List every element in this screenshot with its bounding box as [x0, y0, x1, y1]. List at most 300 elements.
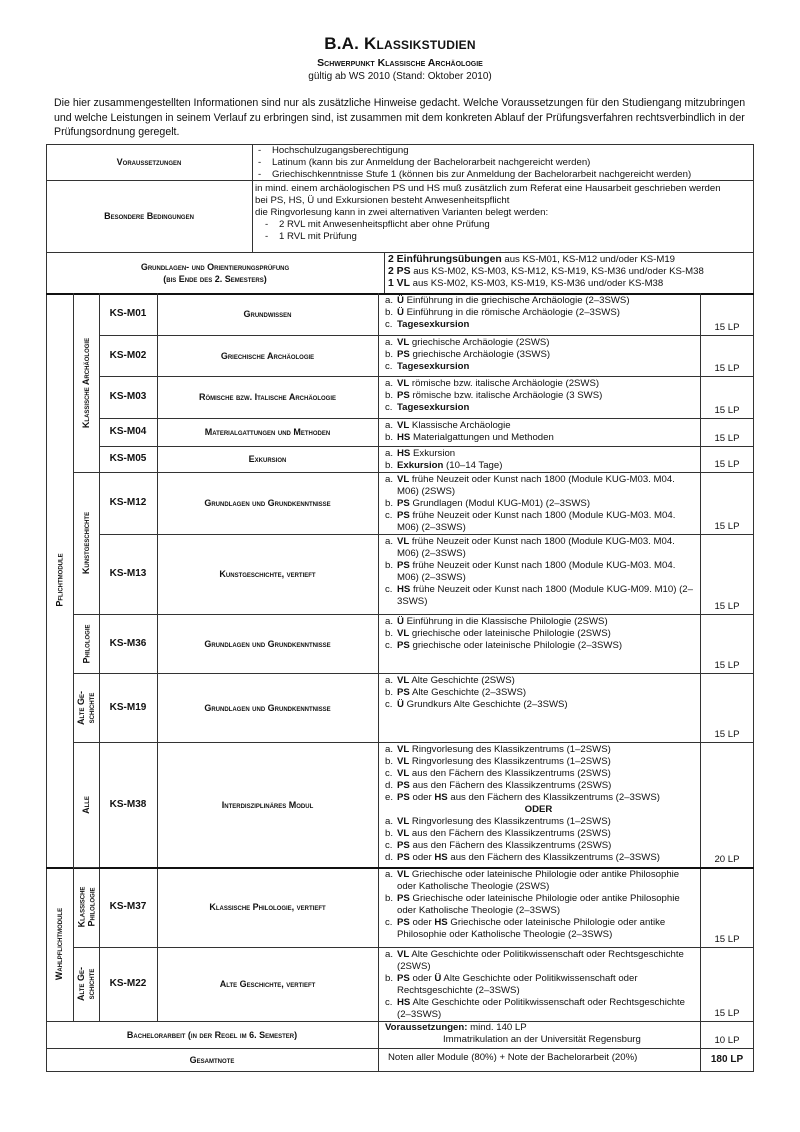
- item-desc: Alte Geschichte (2–3SWS): [409, 687, 527, 698]
- item-letter: b.: [385, 828, 394, 839]
- table-rule: [99, 534, 100, 614]
- item-type: PS: [397, 893, 410, 904]
- item-type: PS: [397, 840, 410, 851]
- table-rule: [384, 252, 385, 293]
- item-letter: c.: [385, 699, 393, 710]
- voraussetzung-text: Latinum (kann bis zur Anmeldung der Bachelorarbeit nachgereicht werden): [272, 157, 591, 168]
- module-lp: 15 LP: [714, 660, 740, 671]
- item-desc: Ringvorlesung des Klassikzentrums (1–2SWS): [409, 816, 611, 827]
- bedingung-option: [255, 219, 751, 231]
- item-text: [397, 828, 611, 840]
- grundlagen-title: Grundlagen- und Orientierungsprüfung: [140, 261, 290, 272]
- item-text: [397, 474, 698, 498]
- module-name: Exkursion: [248, 454, 287, 464]
- item-type: VL: [397, 675, 410, 686]
- bachelorarbeit-req-line: [385, 1022, 697, 1034]
- subgroup-label: [73, 742, 99, 867]
- module-lp: 15 LP: [714, 433, 740, 444]
- table-rule: [700, 293, 701, 335]
- group-text: Wahlpflichtmodule: [54, 907, 65, 981]
- item-desc: Einführung in die Klassische Philologie (2SWS): [403, 616, 608, 627]
- item-text: [397, 361, 469, 373]
- module-lp: 15 LP: [714, 405, 740, 416]
- group-label-pflicht: [46, 293, 73, 867]
- item-text: [397, 498, 590, 510]
- item-type: PS: [397, 780, 410, 791]
- intro-paragraph: Die hier zusammengestellten Informationen sind nur als zusätzliche Hinweise gedacht. Welche Voraussetzungen für den Studiengang mitzubringen und welche Leistungen in seinem Verlauf zu erbringen sind, ist zusammen mit dem konkreten Ablauf der Prüfungsverfahren rechtsverbindlich in der Prüfungsordnung geregelt.: [54, 97, 746, 139]
- grundlagen-text: aus KS-M01, KS-M12 und/oder KS-M19: [501, 254, 676, 265]
- item-desc: Alte Geschichte oder Politikwissenschaft oder Rechtsgeschichte (2SWS): [397, 949, 684, 972]
- module-code: KS-M05: [109, 453, 147, 464]
- module-name: Materialgattungen und Methoden: [204, 427, 331, 437]
- module-items: [379, 743, 698, 866]
- item-letter: c.: [385, 640, 393, 651]
- item-type: Ü: [397, 699, 404, 710]
- item-text: [397, 616, 608, 628]
- module-code: KS-M36: [109, 637, 147, 649]
- grundlagen-text: aus KS-M02, KS-M03, KS-M19, KS-M36 und/oder KS-M38: [409, 278, 664, 289]
- module-lp: 15 LP: [714, 934, 740, 945]
- module-items: [379, 868, 698, 946]
- item-letter: d.: [385, 780, 394, 791]
- item-desc: aus den Fächern des Klassikzentrums (2SWS): [409, 828, 611, 839]
- item-type: VL: [397, 756, 410, 767]
- item-letter: c.: [385, 768, 393, 779]
- item-text: [397, 893, 698, 917]
- module-item: [385, 768, 698, 780]
- page-subtitle: Schwerpunkt Klassische Archäologie: [317, 57, 483, 69]
- table-rule: [378, 472, 379, 534]
- module-item: [385, 307, 698, 319]
- voraussetzung-text: Griechischkenntnisse Stufe 1 (können bis zur Anmeldung der Bachelorarbeit nachgereicht werden): [272, 169, 692, 180]
- item-type: VL: [397, 337, 410, 348]
- subgroup-label: [73, 867, 99, 947]
- item-type: PS: [397, 917, 410, 928]
- item-type: Ü: [434, 973, 442, 984]
- item-desc: Griechische oder lateinische Philologie oder antike Philosophie oder Katholische Theologie (2SWS): [397, 869, 680, 892]
- table-rule: [700, 742, 701, 867]
- item-letter: b.: [385, 893, 394, 904]
- item-text: [397, 584, 698, 608]
- module-lp: 15 LP: [714, 729, 740, 740]
- item-letter: a.: [385, 420, 394, 431]
- table-rule: [378, 742, 379, 867]
- module-lp: 20 LP: [714, 854, 740, 865]
- item-type: Tagesexkursion: [397, 319, 470, 330]
- item-desc: Ringvorlesung des Klassikzentrums (1–2SWS): [409, 744, 611, 755]
- bedingung-line: die Ringvorlesung kann in zwei alternativen Varianten belegt werden:: [255, 207, 549, 218]
- item-text: [397, 949, 698, 973]
- module-item: [385, 560, 698, 584]
- item-text: [397, 337, 550, 349]
- item-letter: b.: [385, 687, 394, 698]
- item-type: VL: [397, 420, 410, 431]
- item-text: [397, 816, 611, 828]
- item-desc: oder: [409, 973, 435, 984]
- item-desc: frühe Neuzeit oder Kunst nach 1800 (Module KUG-M03. M04. M06) (2–3SWS): [397, 560, 676, 583]
- module-item: [385, 584, 698, 608]
- item-text: [397, 307, 620, 319]
- table-rule: [700, 335, 701, 376]
- module-items: [379, 336, 698, 375]
- module-name: Grundwissen: [243, 309, 292, 319]
- module-items: [379, 294, 698, 334]
- item-text: [397, 768, 611, 780]
- table-rule: [157, 614, 158, 673]
- module-code: KS-M37: [109, 901, 147, 912]
- module-item: [385, 536, 698, 560]
- item-letter: a.: [385, 474, 394, 485]
- grundlagen-count: 2 PS: [388, 266, 411, 277]
- table-rule: [99, 867, 100, 947]
- item-text: [397, 780, 611, 792]
- table-rule: [378, 418, 379, 446]
- table-rule: [99, 673, 100, 742]
- item-type: HS: [397, 584, 411, 595]
- module-item: [385, 756, 698, 768]
- module-item: [385, 319, 698, 331]
- table-rule: [700, 418, 701, 446]
- item-text: [397, 349, 550, 361]
- voraussetzungen-list: [254, 145, 752, 179]
- item-type: PS: [397, 560, 410, 571]
- bedingungen-label: Besondere Bedingungen: [104, 211, 194, 221]
- table-rule: [157, 293, 158, 335]
- module-code: KS-M01: [109, 308, 147, 319]
- item-text: [397, 319, 469, 331]
- item-text: [397, 536, 698, 560]
- module-item: [385, 402, 698, 414]
- subgroup-text: Klassische Philologie: [76, 886, 96, 928]
- table-rule: [99, 947, 100, 1021]
- bachelorarbeit-req-line2: Immatrikulation an der Universität Regensburg: [443, 1034, 641, 1045]
- item-letter: a.: [385, 949, 394, 960]
- table-rule: [378, 1021, 379, 1072]
- item-desc: Exkursion: [410, 448, 456, 459]
- module-item: [385, 893, 698, 917]
- bachelorarbeit-requirements: [385, 1022, 697, 1048]
- bedingungen-text: [255, 183, 751, 251]
- item-desc: Griechische oder lateinische Philologie oder antike Philosophie oder Katholische Theologie (2–3SWS): [397, 893, 680, 916]
- item-text: [397, 699, 568, 711]
- item-letter: a.: [385, 378, 394, 389]
- subgroup-label: [73, 293, 99, 472]
- table-rule: [99, 614, 100, 673]
- module-code: KS-M13: [109, 568, 147, 579]
- bedingung-line: in mind. einem archäologischen PS und HS muß zusätzlich zum Referat eine Hausarbeit geschrieben werden: [255, 183, 721, 194]
- item-text: [397, 378, 599, 390]
- table-rule: [157, 472, 158, 534]
- item-desc: oder: [409, 852, 435, 863]
- subgroup-text: Philologie: [81, 623, 92, 664]
- item-desc: Einführung in die griechische Archäologie (2–3SWS): [403, 295, 630, 306]
- module-lp: 15 LP: [714, 521, 740, 532]
- grundlagen-label: [46, 252, 384, 293]
- item-type: PS: [397, 498, 410, 509]
- item-text: [397, 402, 469, 414]
- item-desc: griechische Archäologie (2SWS): [409, 337, 550, 348]
- item-desc: aus den Fächern des Klassikzentrums (2–3SWS): [447, 792, 660, 803]
- bedingung-option-text: 1 RVL mit Prüfung: [279, 231, 357, 242]
- module-item: [385, 792, 698, 804]
- item-letter: b.: [385, 756, 394, 767]
- item-text: [397, 560, 698, 584]
- item-type: HS: [434, 917, 448, 928]
- item-letter: b.: [385, 628, 394, 639]
- item-text: [397, 510, 698, 534]
- module-name: Grundlagen und Grundkenntnisse: [204, 702, 331, 713]
- validity-note: gültig ab WS 2010 (Stand: Oktober 2010): [308, 71, 492, 82]
- item-desc: griechische oder lateinische Philologie (2SWS): [409, 628, 611, 639]
- item-letter: b.: [385, 349, 394, 360]
- item-type: Tagesexkursion: [397, 402, 470, 413]
- item-type: Ü: [397, 307, 404, 318]
- subgroup-label: [73, 673, 99, 742]
- bullet-dash: -: [258, 157, 262, 168]
- module-code: KS-M04: [109, 426, 147, 437]
- module-item: [385, 420, 698, 432]
- item-text: [397, 448, 455, 460]
- item-type: Ü: [397, 295, 404, 306]
- item-letter: b.: [385, 390, 394, 401]
- module-item: [385, 616, 698, 628]
- module-name: Grundlagen und Grundkenntnisse: [204, 498, 331, 508]
- item-letter: a.: [385, 869, 394, 880]
- bullet-dash: -: [265, 231, 269, 242]
- table-rule: [46, 867, 754, 869]
- subgroup-text: Alle: [81, 795, 91, 814]
- item-desc: aus den Fächern des Klassikzentrums (2–3SWS): [447, 852, 660, 863]
- module-lp: 15 LP: [714, 601, 740, 612]
- gesamtnote-text: Noten aller Module (80%) + Note der Bachelorarbeit (20%): [388, 1052, 638, 1063]
- module-item: [385, 816, 698, 828]
- voraussetzung-item: [254, 145, 752, 157]
- module-items: [379, 419, 698, 445]
- grundlagen-line: [388, 266, 752, 278]
- table-rule: [378, 947, 379, 1021]
- table-rule: [252, 144, 253, 180]
- item-letter: d.: [385, 852, 394, 863]
- table-rule: [157, 446, 158, 472]
- table-rule: [157, 867, 158, 947]
- item-type: PS: [397, 687, 410, 698]
- item-type: Tagesexkursion: [397, 361, 470, 372]
- item-desc: oder: [409, 917, 435, 928]
- table-rule: [252, 180, 253, 252]
- table-rule: [157, 335, 158, 376]
- item-letter: e.: [385, 792, 394, 803]
- table-rule: [378, 446, 379, 472]
- item-text: [397, 432, 554, 444]
- item-desc: römische bzw. italische Archäologie (3 SWS): [409, 390, 603, 401]
- item-type: PS: [397, 792, 410, 803]
- item-letter: c.: [385, 840, 393, 851]
- item-desc: Alte Geschichte oder Politikwissenschaft oder Rechtsgeschichte (2–3SWS): [397, 973, 638, 996]
- bullet-dash: -: [258, 169, 262, 180]
- item-text: [397, 640, 622, 652]
- item-text: [397, 840, 611, 852]
- item-text: [397, 744, 611, 756]
- item-desc: (10–14 Tage): [443, 460, 503, 471]
- module-code: KS-M19: [109, 701, 147, 713]
- item-letter: b.: [385, 307, 394, 318]
- item-type: PS: [397, 640, 410, 651]
- item-type: VL: [397, 474, 410, 485]
- voraussetzung-text: Hochschulzugangsberechtigung: [272, 145, 409, 156]
- item-type: VL: [397, 744, 410, 755]
- item-type: VL: [397, 869, 410, 880]
- grundlagen-line: [388, 278, 752, 290]
- table-rule: [378, 534, 379, 614]
- gesamtnote-lp: 180 LP: [710, 1053, 744, 1065]
- oder-separator: ODER: [524, 804, 553, 815]
- module-lp: 15 LP: [714, 322, 740, 333]
- subgroup-label: [73, 614, 99, 673]
- item-text: [397, 460, 502, 472]
- module-item: [385, 349, 698, 361]
- item-type: HS: [397, 448, 411, 459]
- item-desc: Grundlagen (Modul KUG-M01) (2–3SWS): [409, 498, 591, 509]
- table-rule: [378, 376, 379, 418]
- module-name: Grundlagen und Grundkenntnisse: [204, 638, 331, 649]
- item-desc: Klassische Archäologie: [409, 420, 511, 431]
- item-text: [397, 420, 511, 432]
- module-item: [385, 460, 698, 472]
- item-letter: a.: [385, 337, 394, 348]
- item-letter: a.: [385, 295, 394, 306]
- item-desc: aus den Fächern des Klassikzentrums (2SWS): [409, 768, 611, 779]
- module-item: [385, 699, 698, 711]
- grundlagen-count: 1 VL: [388, 278, 410, 289]
- table-rule: [378, 614, 379, 673]
- module-item: [385, 361, 698, 373]
- table-rule: [157, 742, 158, 867]
- module-lp: 15 LP: [714, 363, 740, 374]
- grundlagen-requirements: [388, 254, 752, 292]
- grundlagen-count: 2 Einführungsübungen: [388, 254, 502, 265]
- item-type: VL: [397, 378, 410, 389]
- table-rule: [378, 673, 379, 742]
- item-letter: c.: [385, 584, 393, 595]
- table-rule: [99, 335, 100, 376]
- item-desc: frühe Neuzeit oder Kunst nach 1800 (Module KUG-M09. M10) (2–3SWS): [397, 584, 693, 607]
- voraussetzungen-label: Voraussetzungen: [116, 157, 182, 167]
- item-desc: Einführung in die römische Archäologie (2–3SWS): [403, 307, 620, 318]
- bachelorarbeit-label: Bachelorarbeit (in der Regel im 6. Semester): [126, 1029, 298, 1040]
- item-type: VL: [397, 536, 410, 547]
- table-rule: [99, 472, 100, 534]
- module-item: [385, 448, 698, 460]
- subgroup-text: Klassische Archäologie: [81, 337, 92, 428]
- module-items: [379, 948, 698, 1020]
- voraussetzung-item: [254, 157, 752, 169]
- item-letter: a.: [385, 448, 394, 459]
- module-item: [385, 780, 698, 792]
- item-desc: Grundkurs Alte Geschichte (2–3SWS): [403, 699, 568, 710]
- item-letter: a.: [385, 536, 394, 547]
- module-code: KS-M02: [109, 349, 147, 361]
- table-rule: [700, 614, 701, 673]
- grundlagen-subtitle: (bis Ende des 2. Semesters): [163, 273, 267, 284]
- table-rule: [700, 446, 701, 472]
- item-text: [397, 756, 611, 768]
- module-item: [385, 474, 698, 498]
- item-letter: c.: [385, 319, 393, 330]
- module-item: [385, 640, 698, 652]
- item-text: [397, 917, 698, 941]
- item-letter: c.: [385, 510, 393, 521]
- item-desc: oder: [409, 792, 435, 803]
- bedingung-option: [255, 231, 751, 243]
- module-item: [385, 510, 698, 534]
- item-text: [397, 973, 698, 997]
- module-item: [385, 675, 698, 687]
- bedingung-option-text: 2 RVL mit Anwesenheitspflicht aber ohne Prüfung: [279, 219, 490, 230]
- module-item: [385, 828, 698, 840]
- module-item: [385, 498, 698, 510]
- table-rule: [73, 293, 74, 1021]
- item-type: PS: [397, 973, 410, 984]
- item-desc: griechische Archäologie (3SWS): [409, 349, 551, 360]
- table-rule: [157, 673, 158, 742]
- module-item: [385, 378, 698, 390]
- item-letter: b.: [385, 973, 394, 984]
- module-name: Kunstgeschichte, vertieft: [219, 569, 316, 579]
- item-text: [397, 869, 698, 893]
- item-type: VL: [397, 828, 410, 839]
- group-label-wahl: [46, 867, 73, 1021]
- module-code: KS-M38: [109, 798, 147, 810]
- item-type: PS: [397, 349, 410, 360]
- item-type: PS: [397, 390, 410, 401]
- module-item: [385, 295, 698, 307]
- bedingung-line: bei PS, HS, Ü und Exkursionen besteht Anwesenheitspflicht: [255, 195, 510, 206]
- module-item: [385, 390, 698, 402]
- module-item: [385, 337, 698, 349]
- module-items: [379, 447, 698, 471]
- item-desc: Alte Geschichte oder Politikwissenschaft oder Rechtsgeschichte (2–3SWS): [397, 997, 685, 1020]
- table-rule: [99, 742, 100, 867]
- gesamtnote-label: Gesamtnote: [189, 1055, 235, 1065]
- module-item: [385, 973, 698, 997]
- item-type: HS: [397, 997, 411, 1008]
- module-code: KS-M12: [109, 497, 147, 508]
- module-item: [385, 840, 698, 852]
- module-name: Griechische Archäologie: [220, 350, 315, 361]
- module-item: [385, 687, 698, 699]
- item-text: [397, 792, 660, 804]
- item-letter: b.: [385, 460, 394, 471]
- subgroup-label: [73, 947, 99, 1021]
- item-desc: Griechische oder lateinische Philologie oder antike Philosophie oder Katholische Theologie (2–3SWS): [397, 917, 666, 940]
- module-item: [385, 628, 698, 640]
- module-lp: 15 LP: [714, 1008, 740, 1019]
- table-rule: [157, 376, 158, 418]
- module-item: [385, 869, 698, 893]
- item-letter: b.: [385, 432, 394, 443]
- table-rule: [99, 376, 100, 418]
- group-text: Pflichtmodule: [54, 553, 65, 607]
- table-rule: [700, 376, 701, 418]
- bachelorarbeit-lp: 10 LP: [714, 1035, 740, 1046]
- module-item: [385, 997, 698, 1021]
- subgroup-text: Alte Ge- schichte: [76, 967, 97, 1001]
- table-rule: [378, 335, 379, 376]
- req-label: Voraussetzungen:: [385, 1022, 468, 1033]
- item-text: [397, 295, 630, 307]
- item-text: [397, 687, 526, 699]
- grundlagen-text: aus KS-M02, KS-M03, KS-M12, KS-M19, KS-M36 und/oder KS-M38: [410, 266, 704, 277]
